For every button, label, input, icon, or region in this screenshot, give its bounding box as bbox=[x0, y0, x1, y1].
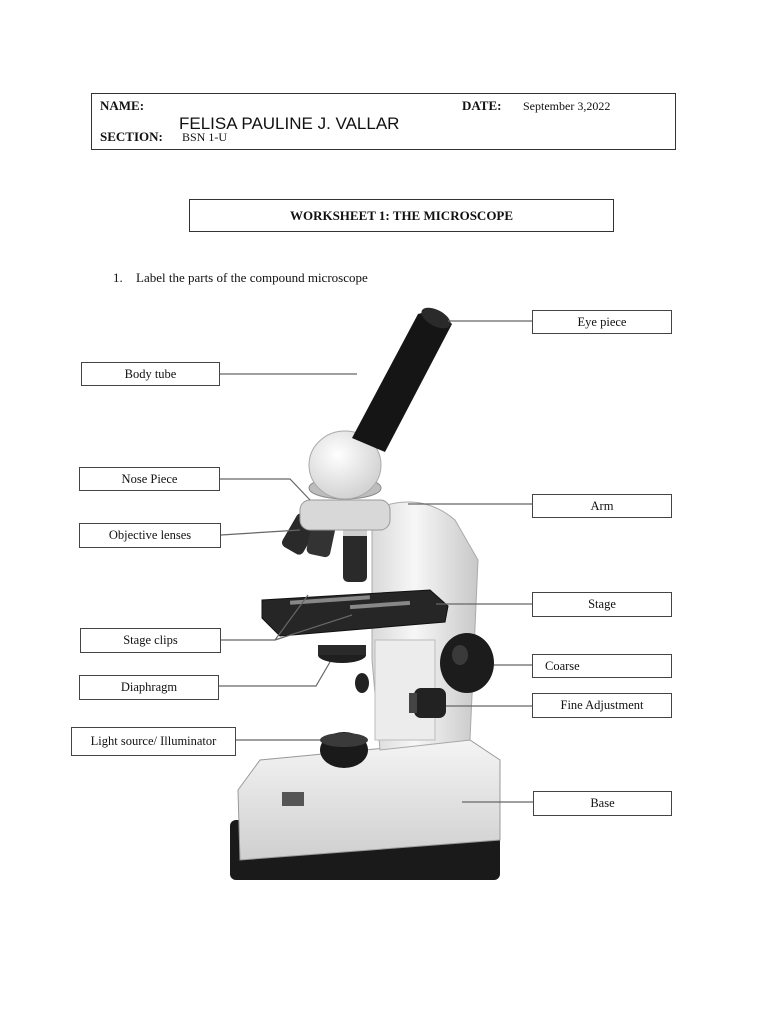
label-light-source: Light source/ Illuminator bbox=[71, 727, 236, 756]
label-nose-piece: Nose Piece bbox=[79, 467, 220, 491]
name-value: FELISA PAULINE J. VALLAR bbox=[179, 114, 400, 133]
label-base: Base bbox=[533, 791, 672, 816]
coarse-knob bbox=[440, 633, 494, 693]
label-eye-piece: Eye piece bbox=[532, 310, 672, 334]
base-shape bbox=[238, 740, 500, 860]
name-label: NAME: bbox=[100, 98, 145, 113]
label-arm: Arm bbox=[532, 494, 672, 518]
instruction-number: 1. bbox=[113, 270, 123, 285]
section-label: SECTION: bbox=[100, 129, 163, 144]
eyepiece-tube bbox=[352, 312, 452, 452]
label-body-tube: Body tube bbox=[81, 362, 220, 386]
label-stage: Stage bbox=[532, 592, 672, 617]
fine-knob bbox=[414, 688, 446, 718]
objective-3 bbox=[343, 528, 367, 582]
date-label: DATE: bbox=[462, 98, 502, 113]
label-coarse: Coarse bbox=[532, 654, 672, 678]
label-stage-clips: Stage clips bbox=[80, 628, 221, 653]
label-fine-adjustment: Fine Adjustment bbox=[532, 693, 672, 718]
label-diaphragm: Diaphragm bbox=[79, 675, 219, 700]
label-objective-lenses: Objective lenses bbox=[79, 523, 221, 548]
base-badge bbox=[282, 792, 304, 806]
worksheet-title: WORKSHEET 1: THE MICROSCOPE bbox=[189, 199, 614, 232]
instruction-text: Label the parts of the compound microscope bbox=[136, 270, 368, 285]
date-value: September 3,2022 bbox=[523, 99, 611, 113]
section-value: BSN 1-U bbox=[182, 130, 228, 144]
